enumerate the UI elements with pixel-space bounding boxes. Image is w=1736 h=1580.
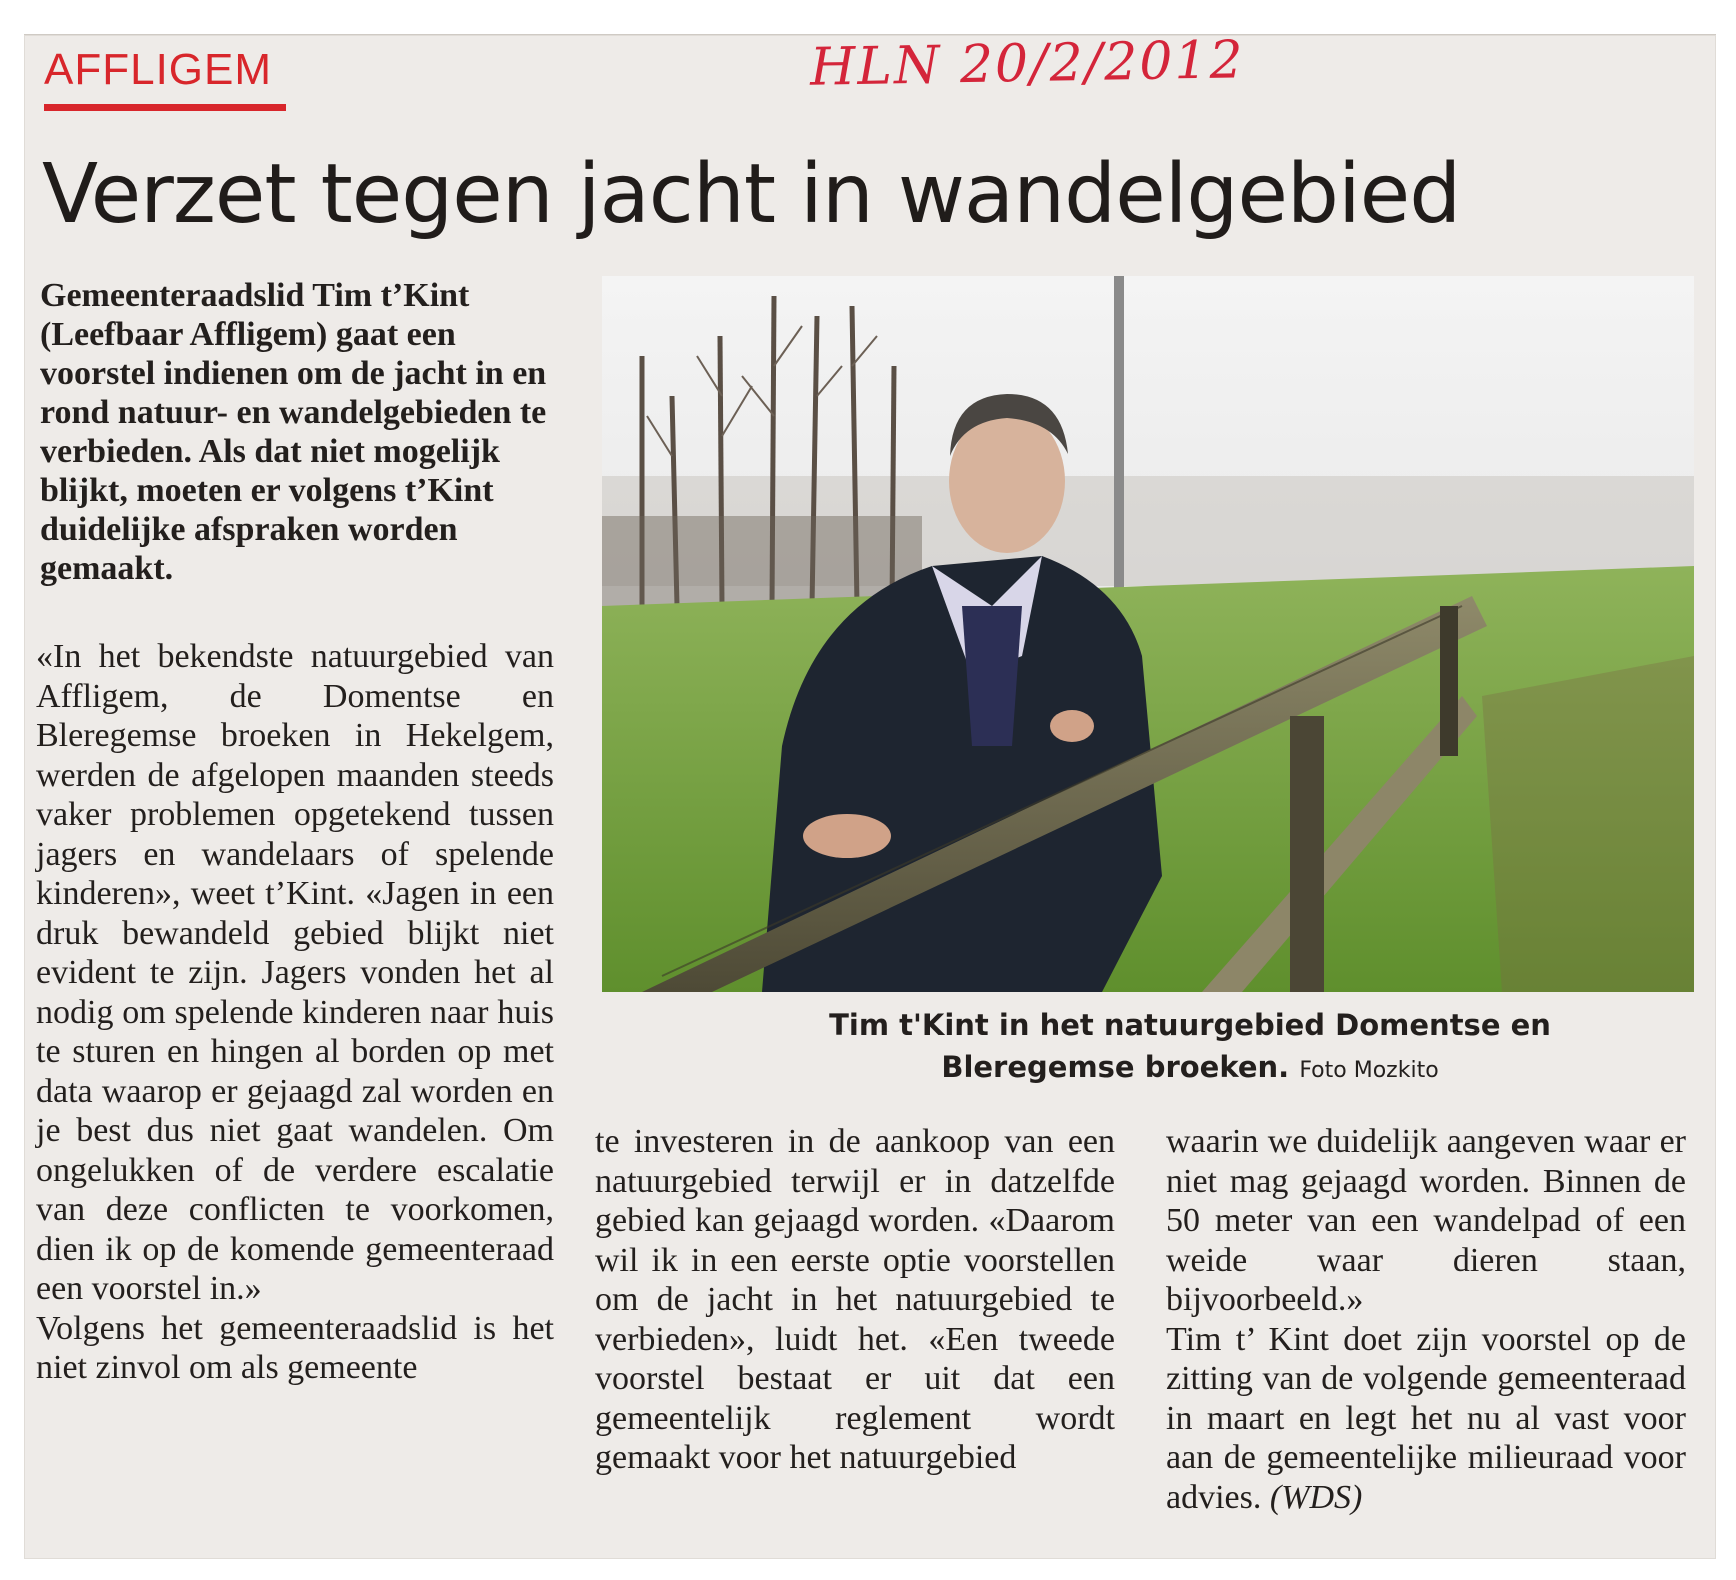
- section-label: AFFLIGEM: [44, 45, 273, 94]
- article-column-1: [36, 637, 554, 1388]
- photo-caption: [780, 1004, 1600, 1092]
- body-paragraph: te investeren in de aankoop van een natuurgebied terwijl er in datzelfde gebied kan gejaagd worden. «Daarom wil ik in een eerste optie voorstellen om de jacht in het natuurgebied te verbieden», luidt het. «Een tweede voorstel bestaat er uit dat een gemeentelijk reglement wordt gemaakt voor het natuurgebied: [595, 1123, 1115, 1476]
- body-paragraph: [1166, 1320, 1686, 1518]
- article-column-2: [595, 1122, 1115, 1478]
- photo-credit: Foto Mozkito: [1299, 1058, 1439, 1083]
- lead-paragraph: [40, 276, 560, 588]
- section-underline: [44, 104, 286, 111]
- article-column-3: [1166, 1122, 1686, 1517]
- caption-text: Tim t'Kint in het natuurgebied Domentse en Bleregemse broeken.: [829, 1008, 1551, 1084]
- body-text: Tim t’ Kint doet zijn voorstel op de zitting van de volgende gemeenteraad in maart en legt het nu al vast voor aan de gemeentelijke milieuraad voor advies.: [1166, 1320, 1686, 1516]
- body-paragraph: «In het bekendste natuurgebied van Affligem, de Domentse en Bleregemse broeken in Hekelgem, werden de afgelopen maanden steeds vaker problemen opgetekend tussen jagers en wandelaars of spelende kinderen», weet t’Kint. «Jagen in een druk bewandeld gebied blijkt niet evident te zijn. Jagers vonden het al nodig om spelende kinderen naar huis te sturen en hingen al borden op met data waarop er gejaagd zal worden en je best dus niet gaat wandelen. Om ongelukken of de verdere escalatie van deze conflicten te voorkomen, dien ik op de komende gemeenteraad een voorstel in.»: [36, 638, 554, 1307]
- lead-text: Gemeenteraadslid Tim t’Kint (Leefbaar Affligem) gaat een voorstel indienen om de jacht in en rond natuur- en wandelgebieden te verbieden. Als dat niet mogelijk blijkt, moeten er volgens t’Kint duidelijke afspraken worden gemaakt.: [40, 277, 547, 587]
- photo-man-leaning-on-wooden-fence-icon: [602, 276, 1694, 992]
- body-paragraph: Volgens het gemeenteraadslid is het niet zinvol om als gemeente: [36, 1309, 554, 1386]
- headline: Verzet tegen jacht in wandelgebied: [42, 147, 1461, 242]
- author-byline: (WDS): [1269, 1478, 1363, 1516]
- handwritten-date-note: HLN 20/2/2012: [809, 30, 1246, 98]
- article-photo: [602, 276, 1694, 992]
- body-paragraph: waarin we duidelijk aangeven waar er niet mag gejaagd worden. Binnen de 50 meter van een wandelpad of een weide waar dieren staan, bijvoorbeeld.»: [1166, 1123, 1686, 1318]
